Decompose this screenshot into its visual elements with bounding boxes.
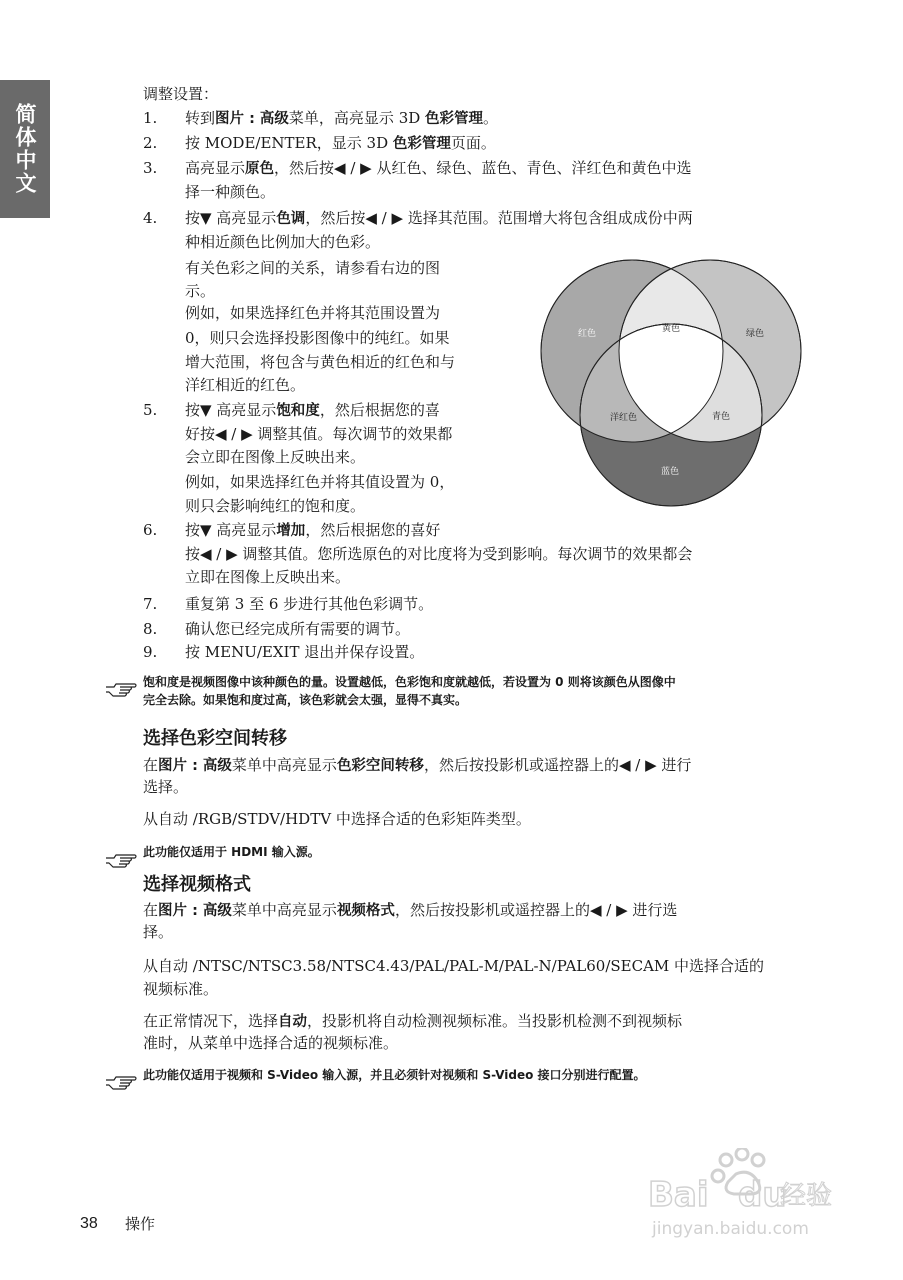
section-title: 选择色彩空间转移 xyxy=(143,728,287,749)
step-1: 转到图片 : 高级菜单，高亮显示 3D 色彩管理。 xyxy=(185,109,499,127)
step-8: 确认您已经完成所有需要的调节。 xyxy=(185,620,411,638)
step-4-line3: 有关色彩之间的关系，请参看右边的图 xyxy=(185,259,441,277)
color-venn-diagram xyxy=(540,258,802,508)
step-number: 9. xyxy=(143,643,158,661)
step-2: 按 MODE/ENTER，显示 3D 色彩管理页面。 xyxy=(185,134,496,152)
section2-paragraph: 在图片 : 高级菜单中高亮显示视频格式，然后按投影机或遥控器上的◀ / ▶ 进行选 xyxy=(143,901,678,919)
label-magenta: 洋红色 xyxy=(610,413,638,423)
step-6-line2: 按◀ / ▶ 调整其值。您所选原色的对比度将为受到影响。每次调节的效果都会 xyxy=(185,545,693,563)
wm-url: jingyan.baidu.com xyxy=(652,1219,809,1239)
step-5-line5: 则只会影响纯红的饱和度。 xyxy=(185,497,366,515)
step-9: 按 MENU/EXIT 退出并保存设置。 xyxy=(185,643,425,661)
step-6: 按▼ 高亮显示增加，然后根据您的喜好 xyxy=(185,521,441,539)
note-svideo: 此功能仅适用于视频和 S-Video 输入源，并且必须针对视频和 S-Video 接口分别进行配置。 xyxy=(143,1068,646,1082)
step-5: 按▼ 高亮显示饱和度，然后根据您的喜 xyxy=(185,401,440,419)
step-3-line2: 择一种颜色。 xyxy=(185,183,276,201)
label-green: 绿色 xyxy=(746,329,765,339)
step-4-line6: 0，则只会选择投影图像中的纯红。如果 xyxy=(185,329,450,347)
section2-paragraph2-line2: 视频标准。 xyxy=(143,980,219,998)
note-saturation: 饱和度是视频图像中该种颜色的量。设置越低，色彩饱和度就越低，若设置为 0 则将该颜色从图像中 xyxy=(143,675,676,689)
section2-paragraph3-line2: 准时，从菜单中选择合适的视频标准。 xyxy=(143,1034,399,1052)
section1-paragraph: 在图片 : 高级菜单中高亮显示色彩空间转移，然后按投影机或遥控器上的◀ / ▶ 进行 xyxy=(143,756,692,774)
step-3: 高亮显示原色，然后按◀ / ▶ 从红色、绿色、蓝色、青色、洋红色和黄色中选 xyxy=(185,159,692,177)
section2-paragraph2: 从自动 /NTSC/NTSC3.58/NTSC4.43/PAL/PAL-M/PAL-N/PAL60/SECAM 中选择合适的 xyxy=(143,957,765,975)
step-number: 1. xyxy=(143,109,158,127)
step-number: 6. xyxy=(143,521,158,539)
label-red: 红色 xyxy=(578,329,597,339)
pointing-hand-icon xyxy=(105,1072,137,1090)
section-title: 选择视频格式 xyxy=(143,874,251,895)
step-number: 2. xyxy=(143,134,158,152)
step-4-line7: 增大范围，将包含与黄色相近的红色和与 xyxy=(185,353,456,371)
step-5-line2: 好按◀ / ▶ 调整其值。每次调节的效果都 xyxy=(185,425,453,443)
section2-paragraph3: 在正常情况下，选择自动，投影机将自动检测视频标准。当投影机检测不到视频标 xyxy=(143,1012,683,1030)
page-number: 38 xyxy=(80,1215,98,1232)
step-5-line4: 例如，如果选择红色并将其值设置为 0， xyxy=(185,473,455,491)
footer-section: 操作 xyxy=(125,1215,156,1233)
step-4-line8: 洋红相近的红色。 xyxy=(185,376,306,394)
section1-paragraph-line2: 选择。 xyxy=(143,778,189,796)
section1-paragraph2: 从自动 /RGB/STDV/HDTV 中选择合适的色彩矩阵类型。 xyxy=(143,810,531,828)
wm-brand-a: Bai xyxy=(648,1175,709,1215)
label-yellow: 黄色 xyxy=(662,324,681,334)
pointing-hand-icon xyxy=(105,679,137,697)
note-saturation-line2: 完全去除。如果饱和度过高，该色彩就会太强，显得不真实。 xyxy=(143,693,468,707)
label-cyan: 青色 xyxy=(712,412,731,422)
wm-brand-cn: 经验 xyxy=(780,1181,833,1211)
intro-text: 调整设置： xyxy=(143,85,219,103)
step-number: 5. xyxy=(143,401,158,419)
step-7: 重复第 3 至 6 步进行其他色彩调节。 xyxy=(185,595,434,613)
step-4: 按▼ 高亮显示色调，然后按◀ / ▶ 选择其范围。范围增大将包含组成成份中两 xyxy=(185,209,693,227)
label-blue: 蓝色 xyxy=(661,467,680,477)
step-number: 4. xyxy=(143,209,158,227)
step-6-line3: 立即在图像上反映出来。 xyxy=(185,568,351,586)
pointing-hand-icon xyxy=(105,850,137,868)
note-hdmi: 此功能仅适用于 HDMI 输入源。 xyxy=(143,845,320,859)
step-number: 3. xyxy=(143,159,158,177)
step-4-line5: 例如，如果选择红色并将其范围设置为 xyxy=(185,304,441,322)
wm-brand-b: du xyxy=(738,1175,787,1215)
step-5-line3: 会立即在图像上反映出来。 xyxy=(185,448,366,466)
step-number: 7. xyxy=(143,595,158,613)
step-4-line2: 种相近颜色比例加大的色彩。 xyxy=(185,233,381,251)
step-number: 8. xyxy=(143,620,158,638)
baidu-jingyan-watermark xyxy=(640,1148,850,1248)
language-tab: 简体中文 xyxy=(0,80,50,218)
step-4-line4: 示。 xyxy=(185,282,216,300)
section2-paragraph-line2: 择。 xyxy=(143,923,174,941)
